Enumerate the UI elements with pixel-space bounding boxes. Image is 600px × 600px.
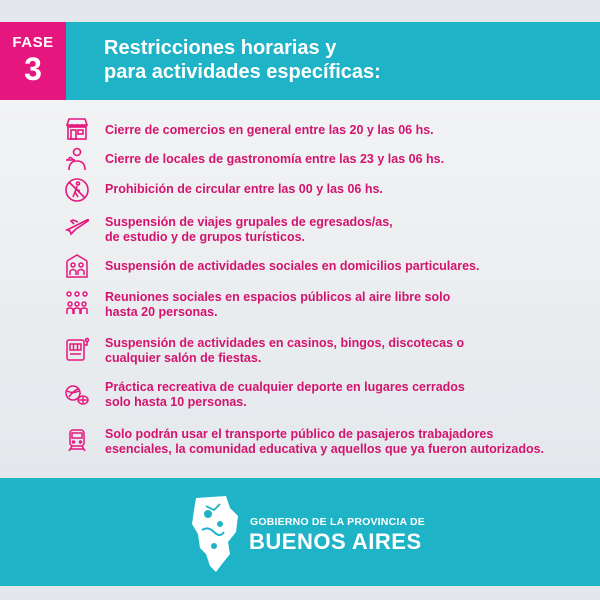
- family-home-icon: [64, 253, 90, 279]
- train-icon: [64, 427, 90, 453]
- sports-balls-icon: [64, 382, 90, 408]
- government-label: GOBIERNO DE LA PROVINCIA DE: [250, 516, 425, 528]
- phase-label: FASE: [12, 34, 54, 51]
- item-text-line: cualquier salón de fiestas.: [105, 351, 262, 365]
- waiter-icon: [64, 146, 90, 172]
- store-icon: [64, 116, 90, 142]
- top-strip: [0, 0, 600, 22]
- group-outdoor-icon: [64, 290, 90, 316]
- item-text-line: Cierre de locales de gastronomía entre las 23 y las 06 hs.: [105, 152, 445, 166]
- item-text-line: hasta 20 personas.: [105, 305, 218, 319]
- item-text-line: de estudio y de grupos turísticos.: [105, 230, 306, 244]
- title-line-1: Restricciones horarias y: [104, 37, 337, 59]
- item-text-line: solo hasta 10 personas.: [105, 395, 247, 409]
- bottom-strip: [0, 586, 600, 600]
- no-walking-icon: [64, 177, 90, 203]
- item-text-line: Solo podrán usar el transporte público de pasajeros trabajadores: [105, 427, 494, 441]
- province-name: BUENOS AIRES: [249, 529, 422, 554]
- item-text-line: Reuniones sociales en espacios públicos al aire libre solo: [105, 290, 451, 304]
- page-title: [104, 36, 381, 84]
- item-text-line: Prohibición de circular entre las 00 y las 06 hs.: [105, 182, 383, 196]
- item-text-line: Práctica recreativa de cualquier deporte en lugares cerrados: [105, 380, 465, 394]
- phase-badge: [0, 22, 66, 100]
- item-text-line: Suspensión de actividades sociales en domicilios particulares.: [105, 259, 480, 273]
- phase-number: 3: [24, 51, 42, 87]
- item-text-line: esenciales, la comunidad educativa y aquellos que ya fueron autorizados.: [105, 442, 545, 456]
- province-map-logo: [186, 494, 242, 574]
- item-text-line: Suspensión de viajes grupales de egresados/as,: [105, 215, 393, 229]
- airplane-icon: [64, 212, 90, 238]
- item-text-line: Suspensión de actividades en casinos, bingos, discotecas o: [105, 336, 465, 350]
- title-line-2: para actividades específicas:: [104, 61, 381, 83]
- slot-machine-icon: [64, 336, 90, 362]
- item-text-line: Cierre de comercios en general entre las 20 y las 06 hs.: [105, 123, 434, 137]
